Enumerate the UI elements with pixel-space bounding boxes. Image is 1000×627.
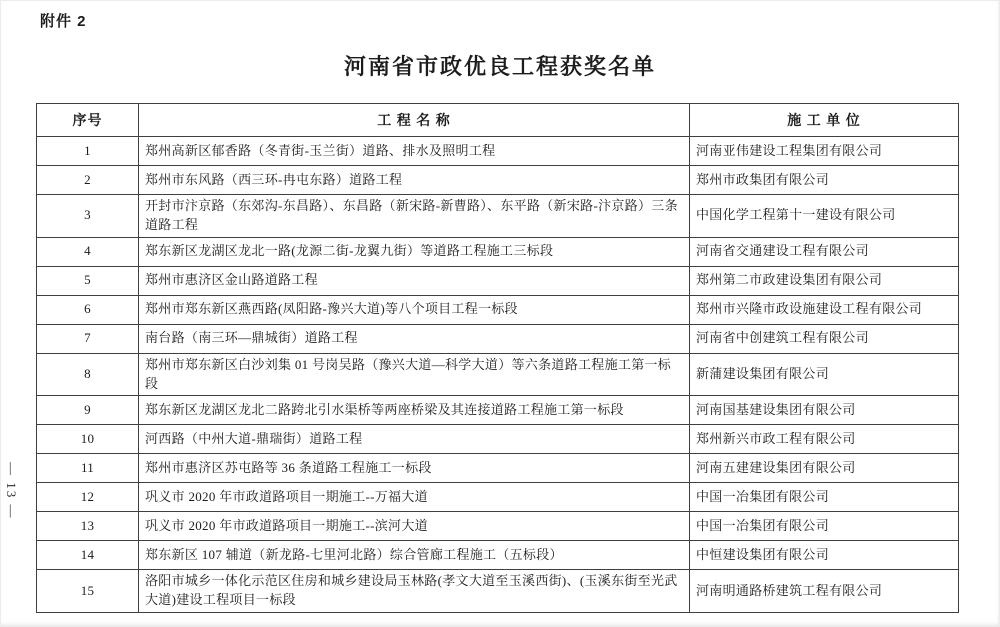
award-table [36, 103, 959, 613]
table-row [37, 195, 959, 238]
page-title: 河南省市政优良工程获奖名单 [343, 54, 656, 79]
project-name-cell: 开封市汴京路（东郊沟-东昌路）、东昌路（新宋路-新曹路）、东平路（新宋路-汴京路）三条道路工程 [139, 195, 690, 238]
row-number-cell: 13 [37, 512, 139, 541]
table-row [37, 266, 959, 295]
table-row [37, 396, 959, 425]
table-row [37, 483, 959, 512]
construction-unit-cell: 中恒建设集团有限公司 [690, 541, 959, 570]
construction-unit-cell: 河南五建建设集团有限公司 [690, 454, 959, 483]
project-name-cell: 洛阳市城乡一体化示范区住房和城乡建设局玉林路(孝文大道至玉溪西街)、(玉溪东街至光武大道)建设工程项目一标段 [139, 570, 690, 613]
row-number-cell: 10 [37, 425, 139, 454]
row-number-cell: 3 [37, 195, 139, 238]
project-name-cell: 郑州市惠济区金山路道路工程 [139, 266, 690, 295]
row-number-cell: 4 [37, 237, 139, 266]
header-serial-number: 序号 [37, 104, 139, 137]
row-number-cell: 9 [37, 396, 139, 425]
construction-unit-cell: 河南省交通建设工程有限公司 [690, 237, 959, 266]
row-number-cell: 1 [37, 137, 139, 166]
table-row [37, 237, 959, 266]
project-name-cell: 郑州市郑东新区燕西路(凤阳路-豫兴大道)等八个项目工程一标段 [139, 295, 690, 324]
attachment-label: 附件 2 [40, 13, 87, 30]
project-name-cell: 郑州市郑东新区白沙刘集 01 号岗吴路（豫兴大道—科学大道）等六条道路工程施工第一标段 [139, 353, 690, 396]
table-row [37, 570, 959, 613]
construction-unit-cell: 中国化学工程第十一建设有限公司 [690, 195, 959, 238]
page-number: — 13 — [4, 462, 19, 520]
construction-unit-cell: 河南省中创建筑工程有限公司 [690, 324, 959, 353]
row-number-cell: 6 [37, 295, 139, 324]
table-row [37, 324, 959, 353]
project-name-cell: 巩义市 2020 年市政道路项目一期施工--滨河大道 [139, 512, 690, 541]
table-row [37, 454, 959, 483]
project-name-cell: 郑东新区龙湖区龙北二路跨北引水渠桥等两座桥梁及其连接道路工程施工第一标段 [139, 396, 690, 425]
project-name-cell: 河西路（中州大道-鼎瑞街）道路工程 [139, 425, 690, 454]
construction-unit-cell: 河南亚伟建设工程集团有限公司 [690, 137, 959, 166]
project-name-cell: 郑东新区 107 辅道（新龙路-七里河北路）综合管廊工程施工（五标段） [139, 541, 690, 570]
construction-unit-cell: 河南明通路桥建筑工程有限公司 [690, 570, 959, 613]
row-number-cell: 12 [37, 483, 139, 512]
table-header-row [37, 104, 959, 137]
row-number-cell: 15 [37, 570, 139, 613]
project-name-cell: 南台路（南三环—鼎城街）道路工程 [139, 324, 690, 353]
table-row [37, 512, 959, 541]
row-number-cell: 5 [37, 266, 139, 295]
construction-unit-cell: 新蒲建设集团有限公司 [690, 353, 959, 396]
table-row [37, 425, 959, 454]
table-row [37, 353, 959, 396]
row-number-cell: 2 [37, 166, 139, 195]
construction-unit-cell: 郑州市政集团有限公司 [690, 166, 959, 195]
construction-unit-cell: 郑州市兴隆市政设施建设工程有限公司 [690, 295, 959, 324]
construction-unit-cell: 郑州新兴市政工程有限公司 [690, 425, 959, 454]
project-name-cell: 郑州市惠济区苏屯路等 36 条道路工程施工一标段 [139, 454, 690, 483]
table-row [37, 166, 959, 195]
table-row [37, 295, 959, 324]
row-number-cell: 8 [37, 353, 139, 396]
construction-unit-cell: 郑州第二市政建设集团有限公司 [690, 266, 959, 295]
construction-unit-cell: 中国一冶集团有限公司 [690, 483, 959, 512]
project-name-cell: 郑州高新区郁香路（冬青街-玉兰街）道路、排水及照明工程 [139, 137, 690, 166]
construction-unit-cell: 中国一冶集团有限公司 [690, 512, 959, 541]
construction-unit-cell: 河南国基建设集团有限公司 [690, 396, 959, 425]
table-body [37, 137, 959, 613]
header-construction-unit: 施 工 单 位 [690, 104, 959, 137]
project-name-cell: 郑东新区龙湖区龙北一路(龙源二街-龙翼九街）等道路工程施工三标段 [139, 237, 690, 266]
table-row [37, 541, 959, 570]
row-number-cell: 11 [37, 454, 139, 483]
header-project-name: 工 程 名 称 [139, 104, 690, 137]
row-number-cell: 14 [37, 541, 139, 570]
row-number-cell: 7 [37, 324, 139, 353]
project-name-cell: 郑州市东风路（西三环-冉屯东路）道路工程 [139, 166, 690, 195]
project-name-cell: 巩义市 2020 年市政道路项目一期施工--万福大道 [139, 483, 690, 512]
table-row [37, 137, 959, 166]
